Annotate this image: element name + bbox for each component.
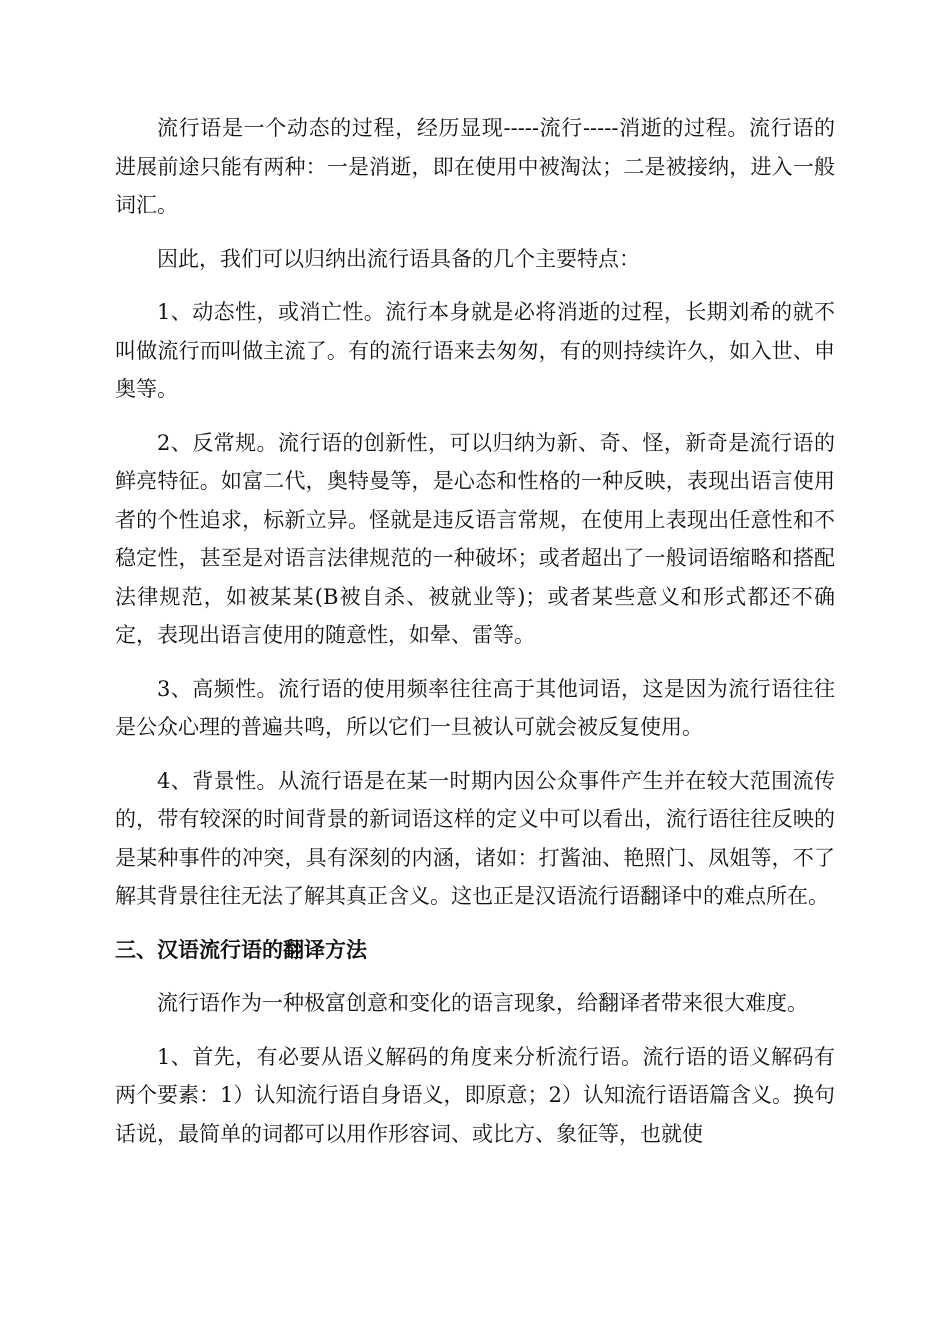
document-page xyxy=(115,109,835,1168)
paragraph-section-point-1: 1、首先，有必要从语义解码的角度来分析流行语。流行语的语义解码有两个要素：1）认知流行语自身语义，即原意；2）认知流行语语篇含义。换句话说，最简单的词都可以用作形容词、或比方、象征等，也就使 xyxy=(115,1044,835,1146)
paragraph-feature-2: 2、反常规。流行语的创新性，可以归纳为新、奇、怪，新奇是流行语的鲜亮特征。如富二代，奥特曼等，是心态和性格的一种反映，表现出语言使用者的个性追求，标新立异。怪就是违反语言常规，在使用上表现出任意性和不稳定性，甚至是对语言法律规范的一种破坏；或者超出了一般词语缩略和搭配法律规范，如被某某(B被自杀、被就业等)；或者某些意义和形式都还不确定，表现出语言使用的随意性，如晕、雷等。 xyxy=(115,430,835,647)
paragraph-feature-1: 1、动态性，或消亡性。流行本身就是必将消逝的过程，长期刘希的就不叫做流行而叫做主流了。有的流行语来去匆匆，有的则持续许久，如入世、申奥等。 xyxy=(115,300,835,401)
paragraph-intro: 流行语是一个动态的过程，经历显现-----流行-----消逝的过程。流行语的进展前途只能有两种：一是消逝，即在使用中被淘汰；二是被接纳，进入一般词汇。 xyxy=(115,116,835,217)
paragraph-summary: 因此，我们可以归纳出流行语具备的几个主要特点： xyxy=(157,246,640,271)
paragraph-feature-4: 4、背景性。从流行语是在某一时期内因公众事件产生并在较大范围流传的，带有较深的时间背景的新词语这样的定义中可以看出，流行语往往反映的是某种事件的冲突，具有深刻的内涵，诸如：打酱油、艳照门、凤姐等，不了解其背景往往无法了解其真正含义。这也正是汉语流行语翻译中的难点所在。 xyxy=(115,768,835,908)
paragraph-section-intro: 流行语作为一种极富创意和变化的语言现象，给翻译者带来很大难度。 xyxy=(157,991,808,1015)
section-heading: 三、汉语流行语的翻译方法 xyxy=(115,937,367,962)
paragraph-feature-3: 3、高频性。流行语的使用频率往往高于其他词语，这是因为流行语往往是公众心理的普遍共鸣，所以它们一旦被认可就会被反复使用。 xyxy=(115,676,835,739)
